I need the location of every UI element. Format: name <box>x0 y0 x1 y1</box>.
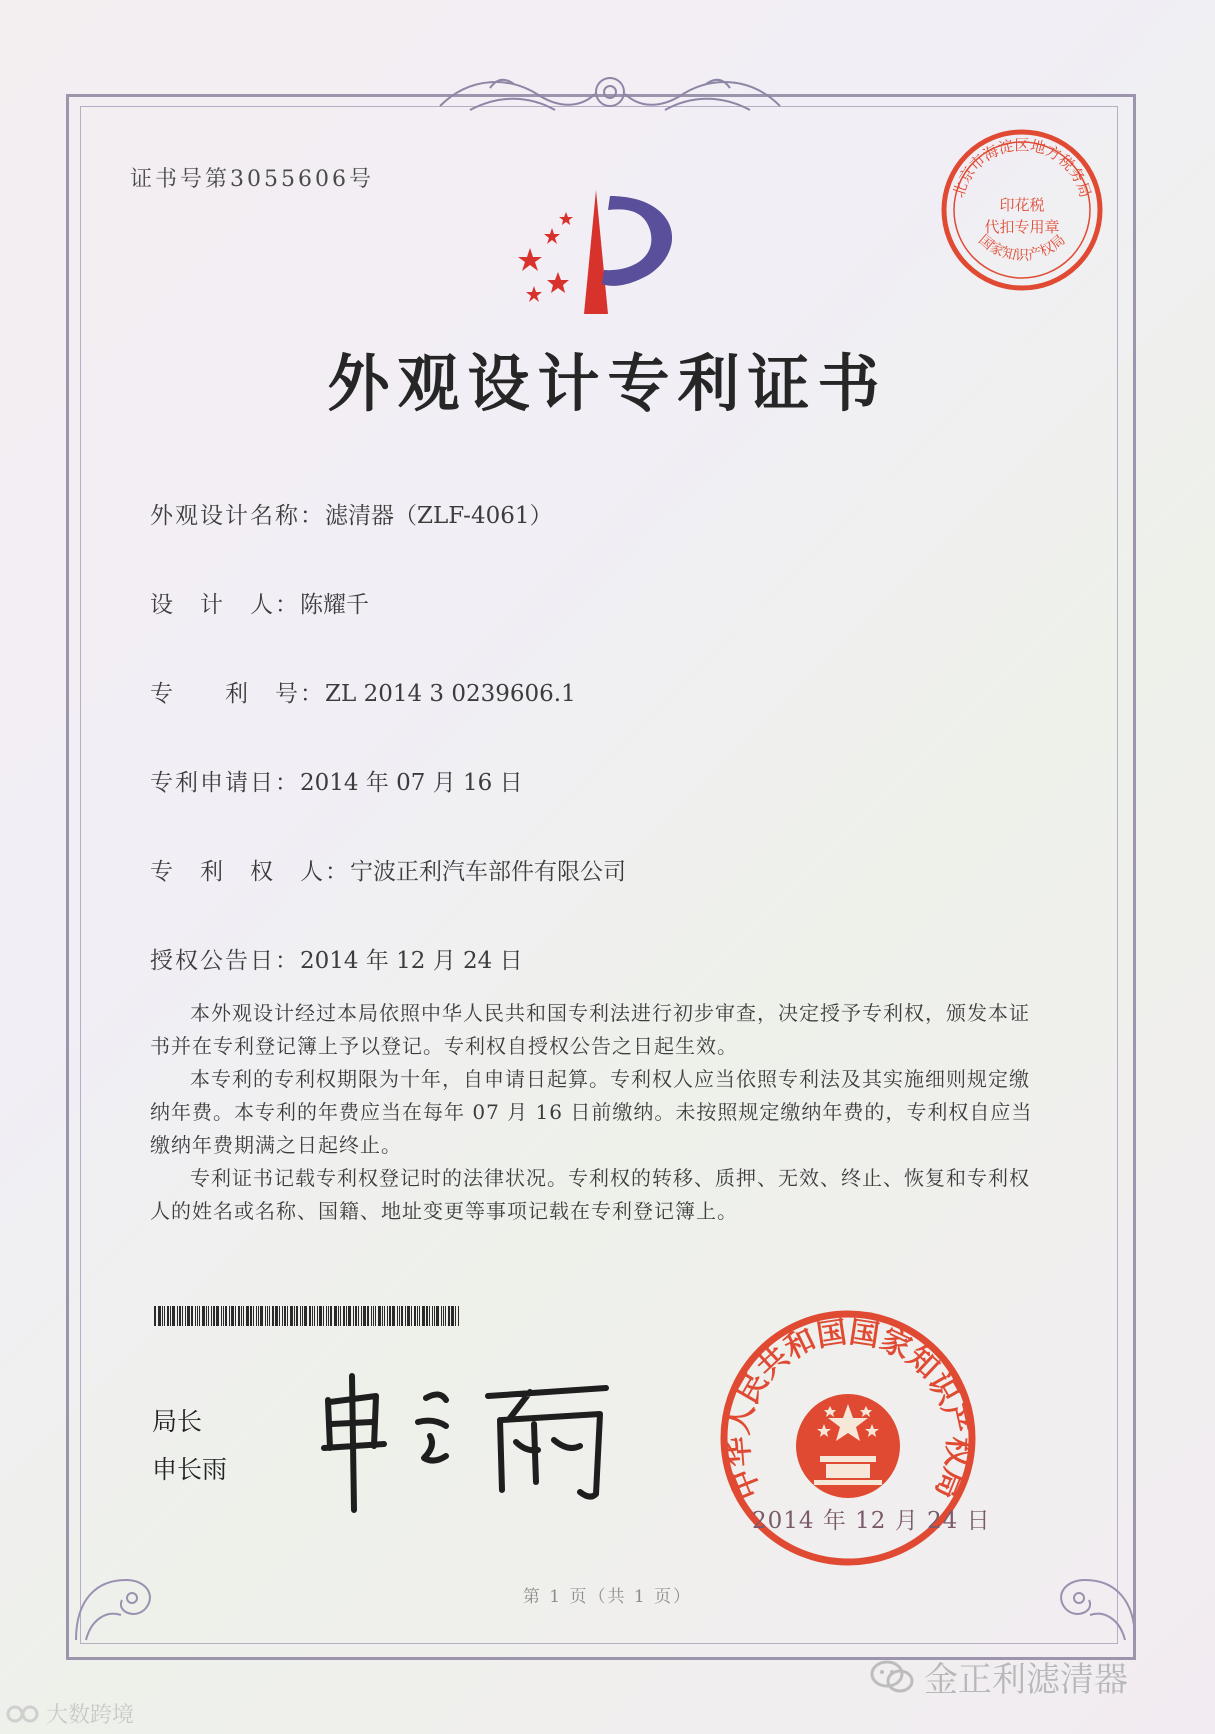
body-paragraph-2: 本专利的专利权期限为十年，自申请日起算。专利权人应当依照专利法及其实施细则规定缴纳年费。本专利的年费应当在每年 07 月 16 日前缴纳。未按照规定缴纳年费的，专利权自应当缴纳年费期满之日起终止。 <box>150 1067 1033 1157</box>
barcode-bar <box>177 1306 178 1326</box>
barcode-bar <box>256 1306 257 1326</box>
barcode-bar <box>441 1306 442 1326</box>
barcode-bar <box>229 1306 230 1326</box>
barcode-bar <box>241 1306 242 1326</box>
barcode-bar <box>167 1306 169 1326</box>
field-grant-date: 授权公告日：2014 年 12 月 24 日 <box>150 948 523 974</box>
barcode-bar <box>302 1306 303 1326</box>
barcode-bar <box>434 1306 435 1326</box>
barcode-bar <box>417 1306 418 1326</box>
barcode-bar <box>443 1306 444 1326</box>
barcode-bar <box>258 1306 259 1326</box>
barcode-bar <box>294 1306 295 1326</box>
barcode-bar <box>202 1306 205 1326</box>
barcode-bar <box>225 1306 227 1326</box>
barcode-bar <box>312 1306 313 1326</box>
barcode-bar <box>334 1306 337 1326</box>
barcode-bar <box>223 1306 224 1326</box>
barcode-bar <box>187 1306 190 1326</box>
barcode-bar <box>185 1306 186 1326</box>
barcode-bar <box>290 1306 293 1326</box>
barcode-bar <box>216 1306 219 1326</box>
barcode-bar <box>162 1306 163 1326</box>
logo-icon <box>6 1702 40 1726</box>
field-design-name: 外观设计名称：滤清器（ZLF-4061） <box>150 503 553 529</box>
tax-seal-center-line1: 印花税 <box>999 196 1045 214</box>
barcode-bar <box>436 1306 439 1326</box>
barcode-bar <box>432 1306 433 1326</box>
field-patent-number: 专 利 号：ZL 2014 3 0239606.1 <box>150 681 576 707</box>
barcode-bar <box>191 1306 193 1326</box>
patent-office-logo <box>500 186 700 318</box>
tax-seal-center-line2: 代扣专用章 <box>984 218 1060 236</box>
barcode-bar <box>326 1306 327 1326</box>
barcode-bar <box>231 1306 234 1326</box>
barcode-bar <box>154 1306 156 1326</box>
barcode-bar <box>382 1306 383 1326</box>
barcode-bar <box>206 1306 207 1326</box>
barcode-bar <box>445 1306 446 1326</box>
barcode-bar <box>319 1306 322 1326</box>
barcode-bar <box>355 1306 357 1326</box>
field-patentee: 专 利 权 人：宁波正利汽车部件有限公司 <box>150 859 626 885</box>
body-text <box>150 997 1045 1228</box>
barcode-bar <box>371 1306 372 1326</box>
barcode-bar <box>392 1306 395 1326</box>
barcode-bar <box>346 1306 347 1326</box>
barcode-bar <box>238 1306 240 1326</box>
watermark-left-text: 大数跨境 <box>46 1703 135 1728</box>
barcode-bar <box>405 1306 406 1326</box>
office-seal-date: 2014 年 12 月 24 日 <box>752 1508 991 1534</box>
barcode-bar <box>267 1306 268 1326</box>
tax-seal-bottom-text: 国家知识产权局 <box>975 231 1069 264</box>
barcode-bar <box>317 1306 318 1326</box>
barcode-bar <box>296 1306 298 1326</box>
body-paragraph-1: 本外观设计经过本局依照中华人民共和国专利法进行初步审查，决定授予专利权，颁发本证书并在专利登记簿上予以登记。专利权自授权公告之日起生效。 <box>150 1001 1030 1058</box>
barcode-bar <box>384 1306 385 1326</box>
barcode-bar <box>399 1306 400 1326</box>
barcode-bar <box>158 1306 161 1326</box>
barcode-bar <box>221 1306 222 1326</box>
barcode-bar <box>358 1306 359 1326</box>
field-designer: 设 计 人：陈耀千 <box>150 592 369 618</box>
tax-seal-ring-text: 北京市海淀区地方税务局 <box>949 136 1095 200</box>
barcode-bar <box>422 1306 425 1326</box>
page-info: 第 1 页（共 1 页） <box>522 1587 693 1607</box>
wechat-icon <box>870 1659 914 1695</box>
barcode-bar <box>458 1306 459 1326</box>
top-ornament <box>430 66 790 122</box>
barcode-bar <box>314 1306 315 1326</box>
barcode-bar <box>197 1306 198 1326</box>
barcode-bar <box>284 1306 286 1326</box>
barcode-bar <box>343 1306 345 1326</box>
tax-stamp-seal <box>938 126 1106 294</box>
barcode-bar <box>199 1306 200 1326</box>
barcode-bar <box>246 1306 249 1326</box>
barcode-bar <box>279 1306 280 1326</box>
barcode-bar <box>182 1306 183 1326</box>
barcode-bar <box>338 1306 339 1326</box>
watermark-right-text: 金正利滤清器 <box>924 1660 1128 1700</box>
certificate-title: 外观设计专利证书 <box>327 347 888 420</box>
barcode-bar <box>361 1306 362 1326</box>
barcode-bar <box>272 1306 274 1326</box>
barcode-bar <box>429 1306 430 1326</box>
barcode-bar <box>363 1306 366 1326</box>
certificate-number: 证书号第3055606号 <box>130 167 375 192</box>
barcode-bar <box>250 1306 252 1326</box>
barcode-bar <box>269 1306 270 1326</box>
barcode-bar <box>426 1306 428 1326</box>
director-title: 局长 <box>152 1407 203 1436</box>
barcode-bar <box>348 1306 351 1326</box>
barcode-bar <box>328 1306 329 1326</box>
barcode-bar <box>235 1306 236 1326</box>
office-seal-ring-text: 中华人民共和国国家知识产权局 <box>720 1314 976 1505</box>
barcode-bar <box>401 1306 403 1326</box>
barcode-bar <box>373 1306 374 1326</box>
barcode-bar <box>287 1306 288 1326</box>
barcode-bar <box>164 1306 165 1326</box>
barcode-bar <box>195 1306 196 1326</box>
barcode-bar <box>323 1306 324 1326</box>
watermark-left <box>6 1698 134 1729</box>
barcode-bar <box>213 1306 215 1326</box>
barcode-bar <box>208 1306 209 1326</box>
barcode-bar <box>387 1306 388 1326</box>
body-paragraph-3: 专利证书记载专利权登记时的法律状况。专利权的转移、质押、无效、终止、恢复和专利权人的姓名或名称、国籍、地址变更等事项记载在专利登记簿上。 <box>150 1166 1030 1223</box>
barcode-bar <box>253 1306 254 1326</box>
barcode-bar <box>170 1306 171 1326</box>
barcode-bar <box>275 1306 278 1326</box>
barcode-bar <box>309 1306 311 1326</box>
barcode-bar <box>340 1306 341 1326</box>
barcode-bar <box>419 1306 420 1326</box>
barcode-bar <box>330 1306 332 1326</box>
barcode-bar <box>211 1306 212 1326</box>
barcode-bar <box>378 1306 381 1326</box>
barcode-bar <box>397 1306 398 1326</box>
barcode-bar <box>451 1306 454 1326</box>
barcode <box>154 1306 462 1326</box>
barcode-bar <box>353 1306 354 1326</box>
barcode-bar <box>300 1306 301 1326</box>
barcode-bar <box>389 1306 391 1326</box>
barcode-bar <box>375 1306 376 1326</box>
barcode-bar <box>243 1306 244 1326</box>
field-application-date: 专利申请日：2014 年 07 月 16 日 <box>150 770 523 796</box>
barcode-bar <box>448 1306 450 1326</box>
barcode-bar <box>304 1306 307 1326</box>
barcode-bar <box>367 1306 369 1326</box>
barcode-bar <box>172 1306 175 1326</box>
barcode-bar <box>265 1306 266 1326</box>
director-name: 申长雨 <box>152 1455 228 1484</box>
barcode-bar <box>407 1306 410 1326</box>
barcode-bar <box>414 1306 416 1326</box>
barcode-bar <box>179 1306 181 1326</box>
barcode-bar <box>455 1306 456 1326</box>
barcode-bar <box>411 1306 412 1326</box>
barcode-bar <box>282 1306 283 1326</box>
barcode-bar <box>260 1306 263 1326</box>
director-signature <box>310 1370 620 1520</box>
watermark-right <box>870 1652 1128 1701</box>
